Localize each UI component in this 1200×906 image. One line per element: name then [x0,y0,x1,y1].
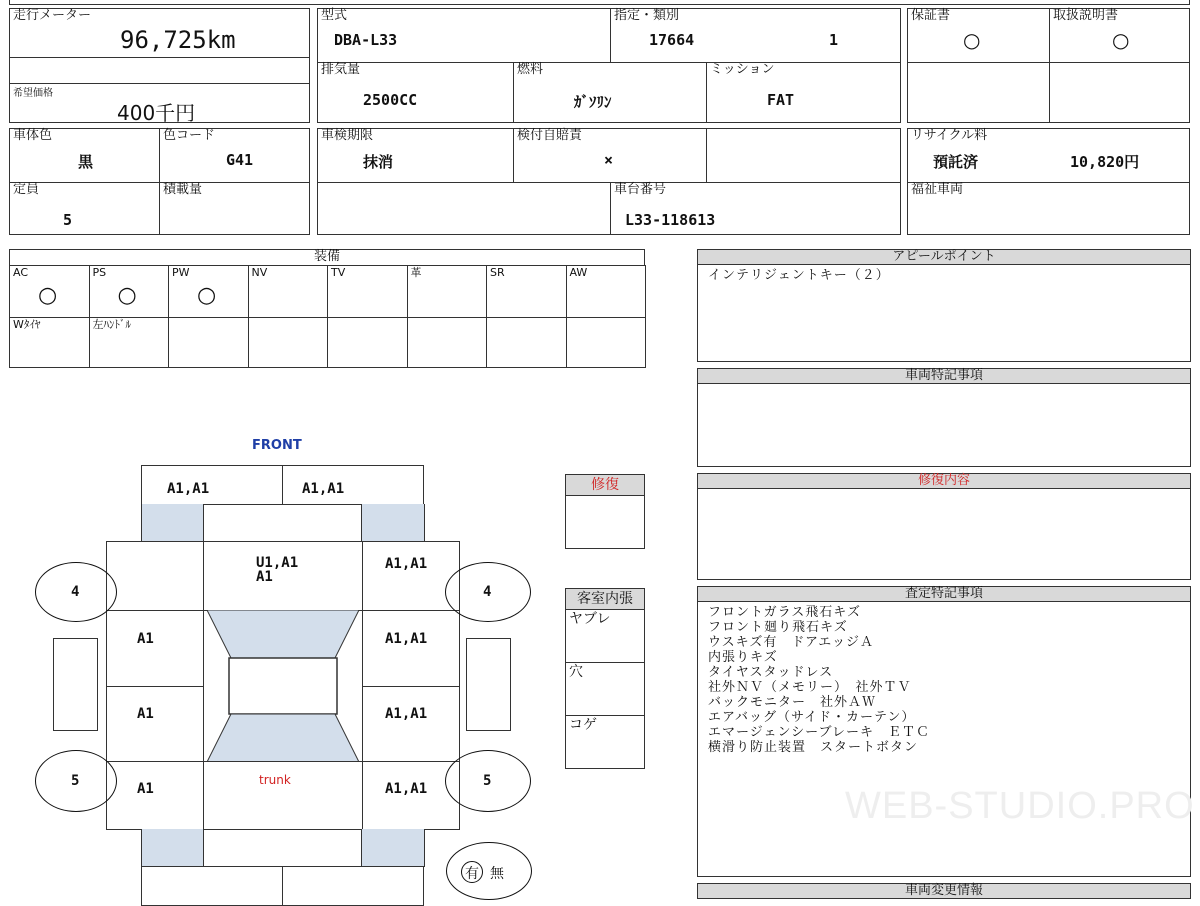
fuel-cell [513,62,707,123]
inspection-cell [317,128,514,183]
appraisal-line: タイヤスタッドレス [708,665,834,680]
welfare-label: 福祉車両 [911,182,964,197]
welfare-cell [907,182,1190,235]
corner-fr [362,504,425,542]
panel-right-front-door [362,610,460,687]
equipment-item [248,317,329,368]
model-cell [317,8,611,63]
displacement-label: 排気量 [321,62,361,77]
body-color-cell [9,128,160,183]
mirror-left [53,638,98,731]
displacement-value: 2500CC [363,91,418,109]
odometer-cell [9,8,310,58]
model-label: 型式 [321,8,348,23]
tire-label: 4 [483,584,492,600]
panel-left-front-door [106,610,204,687]
front-label: FRONT [252,438,302,453]
change-info-header: 車両変更情報 [697,883,1191,899]
interior-item-2 [565,662,645,716]
equipment-item-label: 左ﾊﾝﾄﾞﾙ [92,318,131,331]
appraisal-line: エマージェンシーブレーキ ＥＴＣ [708,725,930,740]
panel-front-left [141,465,283,505]
tire-label: 4 [71,584,80,600]
panel-label: A1 [137,781,154,797]
panel-rear-bumper-left [141,866,283,906]
chassis-cell [610,182,901,235]
designation-value-2: 1 [829,31,839,49]
equipment-item [486,317,567,368]
desired-price-cell [9,83,310,123]
equipment-item [566,265,647,318]
interior-item-1 [565,609,645,663]
chassis-label: 車台番号 [614,182,667,197]
equipment-item-value: ○ [117,283,137,308]
interior-item-3 [565,715,645,769]
interior-item-label: ヤブレ [569,611,611,627]
equipment-item [248,265,329,318]
vehicle-notes-header: 車両特記事項 [697,368,1191,384]
equipment-item [89,265,170,318]
panel-trunk [203,761,363,830]
blank-cell [317,182,611,235]
equipment-item [486,265,567,318]
load-cell [159,182,310,235]
panel-label: A1,A1 [385,706,428,722]
blank-cell [907,62,1050,123]
panel-left-rear-door [106,686,204,762]
designation-cell [610,8,901,63]
desired-price-label: 希望価格 [13,88,53,99]
mirror-right [466,638,511,731]
recycle-amount: 10,820円 [1070,153,1140,171]
top-strip [9,0,1190,5]
spare-no: 無 [490,866,504,882]
inspection-value: 抹消 [363,153,394,171]
body-color-value: 黒 [78,153,94,171]
transmission-cell [706,62,901,123]
designation-label: 指定・類別 [614,8,680,23]
color-code-cell [159,128,310,183]
interior-header: 客室内張 [565,588,645,610]
displacement-cell [317,62,514,123]
capacity-cell [9,182,160,235]
equipment-item [9,317,90,368]
transmission-label: ミッション [710,62,775,77]
equipment-item [168,265,249,318]
panel-left-rear [106,761,204,830]
equipment-item [168,317,249,368]
transmission-value: FAT [767,91,795,109]
trunk-bottom-edge [203,829,362,867]
panel-label: A1 [137,631,154,647]
appraisal-line: 社外ＮＶ（メモリー） 社外ＴＶ [708,680,912,695]
equipment-header: 装備 [9,249,645,266]
appeal-text: インテリジェントキー（２） [708,268,890,283]
equipment-item-value: ○ [197,283,217,308]
appraisal-line: 内張りキズ [708,650,778,665]
equipment-item [89,317,170,368]
equipment-item-label: AW [569,266,588,279]
appraisal-header: 査定特記事項 [697,586,1191,602]
spare-oval [446,842,532,900]
panel-right-rear-door [362,686,460,762]
insurance-label: 検付自賠責 [517,128,583,143]
color-code-value: G41 [226,151,254,169]
color-code-label: 色コード [163,128,216,143]
warranty-label: 保証書 [911,8,951,23]
appraisal-line: フロント廻り飛石キズ [708,620,848,635]
chassis-value: L33-118613 [625,211,716,229]
recycle-label: リサイクル料 [911,128,988,143]
equipment-item [407,265,488,318]
roof [229,658,337,714]
panel-label: A1,A1 [385,556,428,572]
equipment-item-label: AC [13,266,29,279]
vehicle-notes-box [697,383,1191,467]
appraisal-line: 横滑り防止装置 スタートボタン [708,740,919,755]
panel-left-fender [106,541,204,611]
panel-label: A1,A1 [167,481,210,497]
recycle-cell [907,128,1190,183]
manual-label: 取扱説明書 [1053,8,1119,23]
appraisal-line: エアバッグ（サイド・カーテン） [708,710,916,725]
desired-price-value: 400千円 [117,101,196,125]
appraisal-lines [708,605,930,755]
cabin-diagram [203,610,363,762]
recycle-status: 預託済 [933,153,979,171]
corner-rr [362,829,425,867]
equipment-item-label: Wﾀｲﾔ [13,318,41,331]
repair-box [565,495,645,549]
equipment-item [407,317,488,368]
hood-top-edge [203,504,362,542]
panel-label: A1,A1 [385,781,428,797]
fuel-label: 燃料 [517,62,544,77]
tire-label: 5 [483,773,492,789]
rear-window [207,714,359,762]
manual-cell [1049,8,1190,63]
panel-label: A1 [256,569,273,585]
odometer-value: 96,725km [120,26,236,54]
repair-details-header: 修復内容 [697,473,1191,489]
equipment-item-label: PW [172,266,190,279]
equipment-item-value: ○ [38,283,58,308]
interior-item-label: 穴 [569,664,583,680]
equipment-item-label: 革 [410,266,422,279]
corner-fl [141,504,204,542]
equipment-item [566,317,647,368]
load-label: 積載量 [163,182,203,197]
watermark: WEB-STUDIO.PRO [845,785,1195,827]
panel-label: A1 [137,706,154,722]
fuel-value: ｶﾞｿﾘﾝ [574,93,612,111]
trunk-label: trunk [259,773,291,787]
equipment-item-label: NV [251,266,268,279]
panel-label: A1,A1 [302,481,345,497]
warranty-cell [907,8,1050,63]
capacity-value: 5 [63,211,73,229]
insurance-cell [513,128,707,183]
repair-details-box [697,488,1191,580]
appraisal-line: バックモニター 社外ＡＷ [708,695,877,710]
spare-yes: 有 [465,866,479,882]
inspection-label: 車検期限 [321,128,374,143]
interior-item-label: コゲ [569,717,597,733]
appeal-box [697,264,1191,362]
tire-label: 5 [71,773,80,789]
blank-cell [706,128,901,183]
corner-rl [141,829,204,867]
blank-cell [9,57,310,84]
model-value: DBA-L33 [334,31,398,49]
odometer-label: 走行メーター [13,8,92,23]
appeal-header: アピールポイント [697,249,1191,265]
capacity-label: 定員 [13,182,40,197]
body-color-label: 車体色 [13,128,53,143]
panel-hood [203,541,363,611]
manual-value: ○ [1112,28,1130,52]
blank-cell [1049,62,1190,123]
panel-rear-bumper-right [282,866,424,906]
panel-label: U1,A1 [256,555,299,571]
designation-value-1: 17664 [649,31,695,49]
equipment-item-label: TV [331,266,346,279]
equipment-item [327,265,408,318]
equipment-item-label: SR [490,266,505,279]
windshield [207,610,359,658]
panel-right-fender [362,541,460,611]
equipment-item-label: PS [92,266,107,279]
equipment-item [9,265,90,318]
appraisal-line: フロントガラス飛石キズ [708,605,861,620]
panel-label: A1,A1 [385,631,428,647]
appraisal-line: ウスキズ有 ドアエッジＡ [708,635,875,650]
warranty-value: ○ [963,28,981,52]
appraisal-box [697,601,1191,877]
equipment-item [327,317,408,368]
insurance-value: × [604,151,614,169]
repair-header: 修復 [565,474,645,496]
